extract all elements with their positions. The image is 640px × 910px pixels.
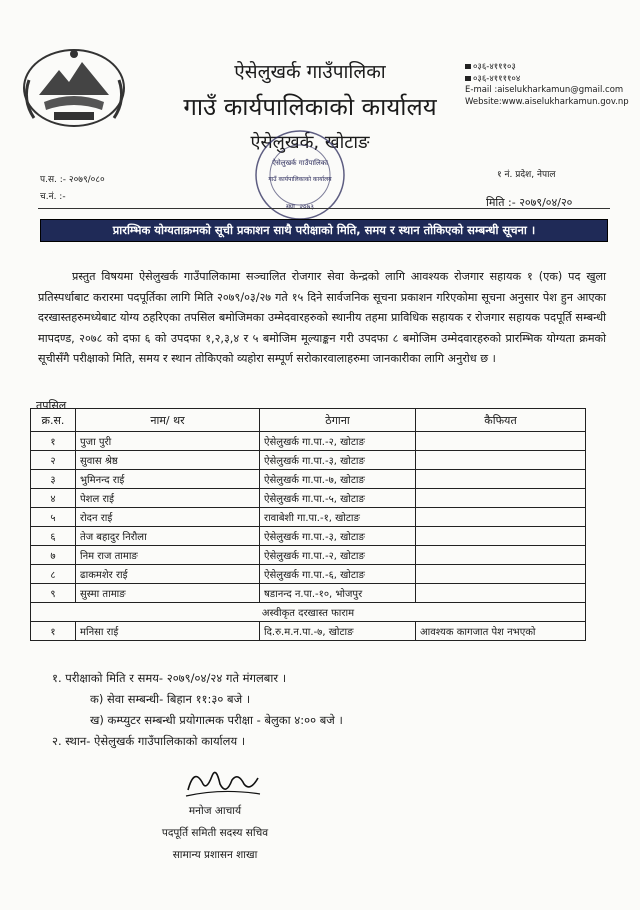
cell-name: सुवास श्रेष्ठ [76, 451, 260, 470]
phone-1: ०३६-४१११०३ [465, 62, 629, 74]
office-seal-stamp [245, 125, 355, 225]
cell-serial: ४ [31, 489, 76, 508]
table-row [31, 508, 586, 527]
cell-name: निम राज तामाङ [76, 546, 260, 565]
cell-address: दि.रु.म.न.पा.-७, खोटाङ [260, 622, 416, 641]
computer-exam-time: ख) कम्प्युटर सम्बन्धी प्रयोगात्मक परीक्षा - बेलुका ४:०० बजे । [90, 713, 343, 727]
exam-schedule [52, 668, 343, 752]
col-remarks: कैफियत [416, 409, 586, 432]
email: E-mail :aiselukharkamun@gmail.com [465, 85, 624, 95]
cell-name: सुस्मा तामाङ [76, 584, 260, 603]
stamp-line-1: ऐसेलुखर्क गाउँपालिका [272, 159, 328, 167]
cell-serial: १ [31, 622, 76, 641]
cell-remarks: आवश्यक कागजात पेश नभएको [416, 622, 586, 641]
cell-serial: ७ [31, 546, 76, 565]
office-name: गाउँ कार्यपालिकाको कार्यालय [183, 93, 437, 121]
cell-remarks [416, 489, 586, 508]
header-divider [38, 208, 610, 209]
table-row [31, 489, 586, 508]
signatory-block [160, 800, 270, 866]
province-label: १ नं. प्रदेश, नेपाल [497, 170, 556, 180]
candidate-table [30, 408, 586, 641]
cell-address: ऐसेलुखर्क गा.पा.-५, खोटाङ [260, 489, 416, 508]
office-address: ऐसेलुखर्क, खोटाङ [250, 132, 370, 153]
phone-2: ०३६-४११११०४ [465, 74, 629, 86]
cell-name: ढाकमशेर राई [76, 565, 260, 584]
table-header-row [31, 409, 586, 432]
cell-address: षडानन्द न.पा.-१०, भोजपुर [260, 584, 416, 603]
cell-address: ऐसेलुखर्क गा.पा.-२, खोटाङ [260, 546, 416, 565]
cell-remarks [416, 432, 586, 451]
cell-remarks [416, 546, 586, 565]
rejected-heading-row [31, 603, 586, 622]
cell-address: ऐसेलुखर्क गा.पा.-३, खोटाङ [260, 527, 416, 546]
cell-remarks [416, 508, 586, 527]
stamp-line-2: गाउँ कार्यपालिकाको कार्यालय [268, 176, 332, 183]
cell-address: ऐसेलुखर्क गा.पा.-३, खोटाङ [260, 451, 416, 470]
table-caption: तपसिल [36, 399, 67, 412]
rejected-heading: अस्वीकृत दरखास्त फाराम [31, 603, 586, 622]
cell-address: ऐसेलुखर्क गा.पा.-७, खोटाङ [260, 470, 416, 489]
cell-remarks [416, 451, 586, 470]
cell-serial: १ [31, 432, 76, 451]
cell-remarks [416, 527, 586, 546]
municipality-name: ऐसेलुखर्क गाउँपालिका [234, 61, 386, 83]
contact-block [465, 62, 629, 108]
cell-address: ऐसेलुखर्क गा.पा.-२, खोटाङ [260, 432, 416, 451]
table-row [31, 527, 586, 546]
handwritten-signature [182, 762, 262, 802]
table-row [31, 584, 586, 603]
signatory-branch: सामान्य प्रशासन शाखा [172, 849, 258, 861]
cell-serial: ९ [31, 584, 76, 603]
table-row [31, 565, 586, 584]
notice-body: प्रस्तुत विषयमा ऐसेलुखर्क गाउँपालिकामा सञ्चालित रोजगार सेवा केन्द्रको लागि आवश्यक रोजगार सहायक १ (एक) पद खुला प्रतिस्पर्धाबाट करारमा पदपूर्तिका लागि मिति २०७९/०३/२७ गते १५ दिने सार्वजनिक सूचना प्रकाशन गरिएकोमा सूचना अनुसार पेश हुन आएका दरखास्तहरुमध्येबाट योग्य ठहरिएका तपसिल बमोजिमका उम्मेदवारहरुको स्थानीय तहमा प्राविधिक सहायक र रोजगार सहायक पदपूर्ति सम्बन्धी मापदण्ड, २०७८ को दफा ६ को उपदफा १,२,३,४ र ५ बमोजिम मूल्याङ्कन गरी उपदफा ८ बमोजिम उम्मेदवारहरुको प्रारम्भिक योग्यता क्रमको सूचीसँगै परीक्षाको मिति, समय र स्थान तोकिएको व्यहोरा सम्पूर्ण सरोकारवालाहरुमा जानकारीका लागि अनुरोध छ । [38, 270, 606, 365]
table-row [31, 470, 586, 489]
nepal-emblem-logo [14, 40, 134, 130]
cell-serial: ६ [31, 527, 76, 546]
cell-serial: ३ [31, 470, 76, 489]
cell-serial: ५ [31, 508, 76, 527]
table-row [31, 451, 586, 470]
stamp-line-3: स्था. २०७३ [286, 203, 314, 211]
cell-address: रावाबेशी गा.पा.-१, खोटाङ [260, 508, 416, 527]
cell-name: पेशल राई [76, 489, 260, 508]
cell-name: पुजा पुरी [76, 432, 260, 451]
fax-icon [465, 76, 471, 81]
col-name: नाम/ थर [76, 409, 260, 432]
cell-name: रोदन राई [76, 508, 260, 527]
website: Website:www.aiselukharkamun.gov.np [465, 96, 629, 107]
col-serial: क्र.स. [31, 409, 76, 432]
cell-remarks [416, 584, 586, 603]
signatory-name: मनोज आचार्य [188, 805, 242, 817]
exam-venue: २. स्थान- ऐसेलुखर्क गाउँपालिकाको कार्यालय । [52, 734, 246, 748]
cell-name: तेज बहादुर निरौला [76, 527, 260, 546]
cell-address: ऐसेलुखर्क गा.पा.-६, खोटाङ [260, 565, 416, 584]
dispatch-number: च.नं. :- [40, 192, 66, 202]
phone-icon [465, 64, 471, 69]
notice-date: मिति :- २०७९/०४/२० [486, 196, 573, 209]
table-row [31, 546, 586, 565]
signatory-title: पदपूर्ति समिती सदस्य सचिव [161, 827, 269, 839]
service-exam-time: क) सेवा सम्बन्धी- बिहान ११:३० बजे । [90, 692, 251, 706]
cell-name: भुमिनन्द राई [76, 470, 260, 489]
col-address: ठेगाना [260, 409, 416, 432]
table-row [31, 432, 586, 451]
reference-number: प.स. :- २०७९/०८० [40, 175, 105, 185]
cell-serial: २ [31, 451, 76, 470]
cell-serial: ८ [31, 565, 76, 584]
rejected-row [31, 622, 586, 641]
notice-title-banner: प्रारम्भिक योग्यताक्रमको सूची प्रकाशन साथै परीक्षाको मिति, समय र स्थान तोकिएको सम्बन्धी सूचना । [40, 219, 608, 242]
cell-name: मनिसा राई [76, 622, 260, 641]
exam-date-time: १. परीक्षाको मिति र समय- २०७९/०४/२४ गते मंगलबार । [52, 671, 287, 685]
cell-remarks [416, 470, 586, 489]
cell-remarks [416, 565, 586, 584]
